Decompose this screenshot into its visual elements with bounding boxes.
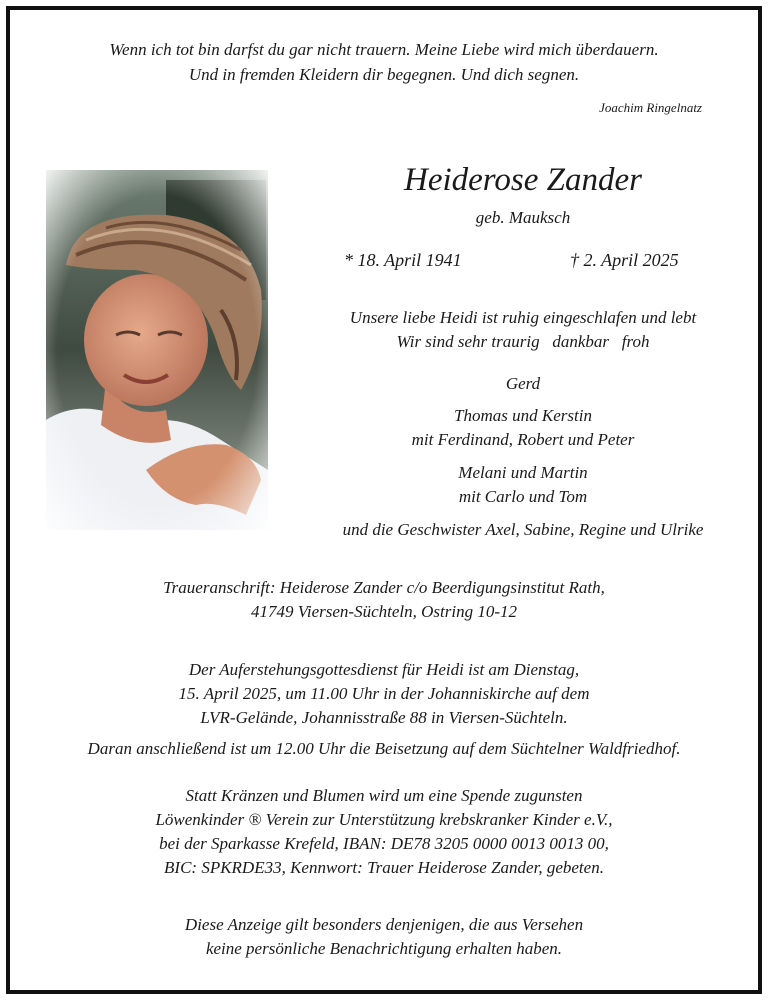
deceased-name: Heiderose Zander bbox=[404, 162, 642, 198]
service-line-3: LVR-Gelände, Johannisstraße 88 in Viersen-Süchteln. bbox=[200, 708, 568, 727]
poem-line-1: Wenn ich tot bin darfst du gar nicht trauern. Meine Liebe wird mich überdauern. bbox=[109, 40, 659, 59]
portrait-photo-illustration bbox=[46, 170, 268, 530]
family-spouse: Gerd bbox=[505, 374, 541, 393]
donation-line-3: bei der Sparkasse Krefeld, IBAN: DE78 3205 0000 0013 0013 00, bbox=[159, 834, 609, 853]
family-siblings: und die Geschwister Axel, Sabine, Regine und Ulrike bbox=[342, 520, 704, 539]
donation-line-4: BIC: SPKRDE33, Kennwort: Trauer Heiderose Zander, gebeten. bbox=[164, 858, 604, 877]
birth-date: * 18. April 1941 bbox=[344, 250, 462, 270]
family-group2-line1: Melani und Martin bbox=[458, 463, 588, 482]
service-line-4: Daran anschließend ist um 12.00 Uhr die Beisetzung auf dem Süchtelner Waldfriedhof. bbox=[87, 739, 681, 758]
address-line-2: 41749 Viersen-Süchteln, Ostring 10-12 bbox=[251, 602, 517, 621]
address-line-1: Traueranschrift: Heiderose Zander c/o Beerdigungsinstitut Rath, bbox=[163, 578, 605, 597]
death-date: † 2. April 2025 bbox=[570, 250, 679, 270]
closing-line-2: keine persönliche Benachrichtigung erhalten haben. bbox=[205, 939, 563, 958]
closing-line-1: Diese Anzeige gilt besonders denjenigen, die aus Versehen bbox=[184, 915, 584, 934]
poem-author: Joachim Ringelnatz bbox=[599, 100, 702, 115]
donation-line-2: Löwenkinder ® Verein zur Unterstützung krebskranker Kinder e.V., bbox=[155, 810, 613, 829]
service-line-1: Der Auferstehungsgottesdienst für Heidi ist am Dienstag, bbox=[188, 660, 580, 679]
family-group1-line1: Thomas und Kerstin bbox=[454, 406, 592, 425]
message-line-2: Wir sind sehr traurig dankbar froh bbox=[396, 332, 650, 351]
service-line-2: 15. April 2025, um 11.00 Uhr in der Johanniskirche auf dem bbox=[178, 684, 590, 703]
maiden-name: geb. Mauksch bbox=[475, 208, 571, 227]
family-group2-line2: mit Carlo und Tom bbox=[458, 487, 588, 506]
family-group1-line2: mit Ferdinand, Robert und Peter bbox=[411, 430, 635, 449]
message-line-1: Unsere liebe Heidi ist ruhig eingeschlafen und lebt bbox=[349, 308, 697, 327]
poem-line-2: Und in fremden Kleidern dir begegnen. Und dich segnen. bbox=[188, 65, 580, 84]
donation-line-1: Statt Kränzen und Blumen wird um eine Spende zugunsten bbox=[185, 786, 583, 805]
obituary-frame bbox=[6, 6, 762, 994]
portrait-photo bbox=[46, 170, 268, 530]
